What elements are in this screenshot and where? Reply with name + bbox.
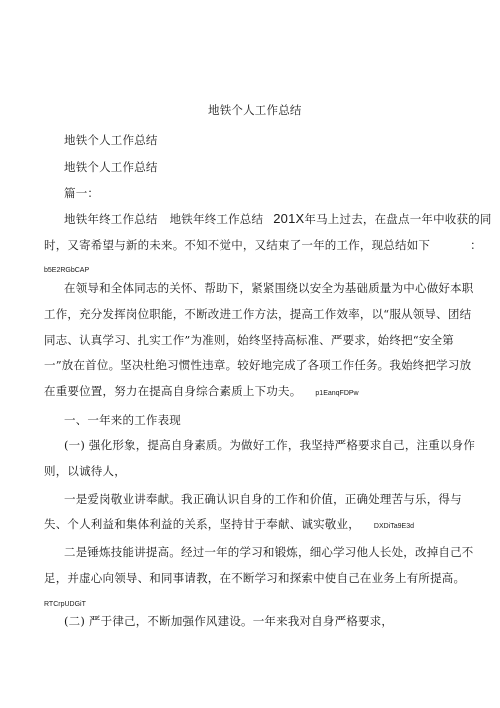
sub2-line-1: (二) 严于律己，不断加强作风建设。一年来我对自身严格要求， [64, 614, 394, 628]
para4-line-2: 足，并虚心向领导、和同事请教，在不断学习和探索中使自己在业务上有所提高。 [44, 571, 466, 585]
intro-year: 201X [273, 211, 305, 226]
intro-line-1 [64, 212, 492, 226]
intro-part-1: 地铁年终工作总结 [64, 212, 158, 226]
intro-line-2 [44, 238, 482, 252]
para4-line-1: 二是锤炼技能讲提高。经过一年的学习和锻炼，细心学习他人长处，改掉自己不 [64, 545, 474, 559]
para3-line-1: 一是爱岗敬业讲奉献。我正确认识自身的工作和价值，正确处理苦与乐，得与 [64, 492, 462, 506]
code-marker-2: p1EanqFDPw [315, 390, 359, 397]
para2-line-5-text: 在重要位置，努力在提高自身综合素质上下功夫。 [44, 384, 302, 398]
code-marker-1: b5E2RGbCAP [44, 267, 90, 274]
section-label: 篇一： [64, 186, 100, 200]
para2-line-1: 在领导和全体同志的关怀、帮助下，紧紧围绕以安全为基础质量为中心做好本职 [64, 281, 474, 295]
intro-part-3: 年马上过去，在盘点一年中收获的同 [304, 212, 492, 226]
document-title: 地铁个人工作总结 [208, 103, 302, 117]
code-marker-4: RTCrpUDGiT [44, 601, 86, 608]
subtitle-2: 地铁个人工作总结 [64, 160, 158, 174]
para3-line-2 [44, 517, 414, 534]
heading-1: 一、一年来的工作表现 [64, 413, 181, 427]
intro-part-2: 地铁年终工作总结 [169, 212, 264, 226]
code-marker-3: DXDiTa9E3d [373, 523, 414, 530]
sub1-line-1: (一) 强化形象，提高自身素质。为做好工作，我坚持严格要求自己，注重以身作 [64, 438, 476, 452]
subtitle-1: 地铁个人工作总结 [64, 133, 158, 147]
intro-line-2-text: 时，又寄希望与新的未来。不知不觉中，又结束了一年的工作，现总结如下 [44, 238, 431, 252]
para2-line-4: 一”放在首位。坚决杜绝习惯性违章。较好地完成了各项工作任务。我始终把学习放 [44, 358, 472, 372]
intro-colon: ： [470, 238, 482, 252]
para2-line-5 [44, 384, 359, 401]
sub1-line-2: 则，以诚待人， [44, 464, 126, 478]
para3-line-2-text: 失、个人利益和集体利益的关系，坚持甘于奉献、诚实敬业， [44, 517, 360, 531]
para2-line-2: 工作，充分发挥岗位职能，不断改进工作方法，提高工作效率，以“服从领导、团结 [44, 307, 472, 321]
para2-line-3: 同志、认真学习、扎实工作”为准则，始终坚持高标准、严要求，始终把“安全第 [44, 333, 454, 347]
